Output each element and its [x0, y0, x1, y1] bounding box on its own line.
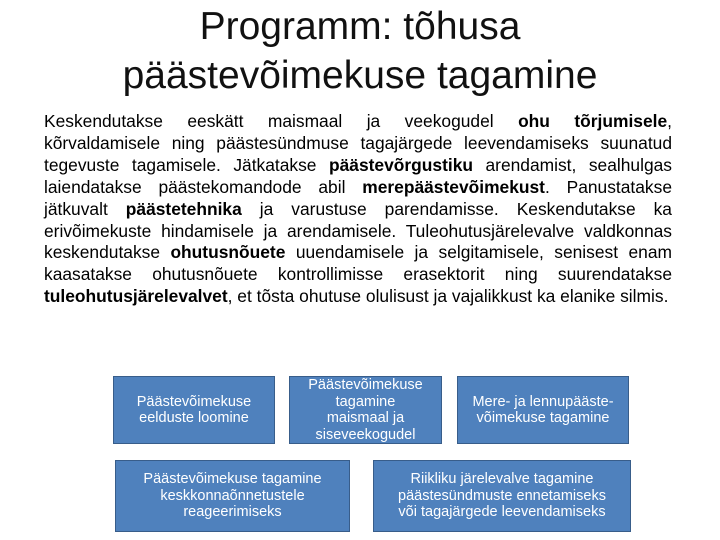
body-text-segment: . Panustatakse jätkuvalt [44, 176, 672, 219]
body-bold-merepaastevoimekust: merepäästevõimekust [362, 176, 545, 197]
box-label [137, 394, 251, 427]
slide-title [60, 2, 660, 100]
box-label-line: Päästevõimekuse [308, 377, 423, 393]
box-riiklik-jarelevalve [373, 460, 631, 532]
box-label-line: Riikliku järelevalve tagamine [410, 471, 594, 488]
box-label-line: keskkonnaõnnetustele [160, 487, 305, 504]
box-label [308, 377, 422, 443]
box-label [143, 471, 321, 521]
box-label-line: siseveekogudel [315, 426, 416, 443]
box-label-line: Päästevõimekuse [136, 393, 252, 410]
box-label-line: tagamine [335, 393, 396, 410]
box-mere-ja-lennupaaste [457, 376, 629, 444]
box-label-line: reageerimiseks [183, 504, 282, 521]
body-text-segment: arendamist, sealhulgas laiendatakse päästekomandode abil [44, 154, 672, 197]
body-text-segment: uuendamisele ja selgitamisele, senisest enam kaasatakse ohutusnõuete kontrollimisse erasektorit ning suurendatakse [44, 242, 672, 285]
slide-title-line-2: päästevõimekuse tagamine [122, 54, 598, 97]
box-label-line: võimekuse tagamine [476, 410, 610, 426]
body-text-segment: , kõrvaldamisele ning päästesündmuse tagajärgede leevendamiseks suunatud tegevuste tagamisele. Jätkatakse [44, 111, 672, 175]
box-label-line: maismaal ja [326, 410, 405, 426]
box-label-line: päästesündmuste ennetamiseks [398, 487, 606, 504]
body-text-segment: Keskendutakse eeskätt maismaal ja veekogudel [44, 111, 519, 131]
body-text-segment: ja varustuse parendamisse. Keskendutakse ka erivõimekuste hindamisele ja arendamisele. Tuleohutusjärelevalve valdkonnas keskendutakse [44, 198, 672, 263]
box-eelduste-loomine [113, 376, 275, 444]
body-bold-tuleohutusjarelevalvet: tuleohutusjärelevalvet [44, 286, 228, 307]
box-label [398, 471, 606, 521]
slide-title-line-1: Programm: tõhusa [199, 5, 521, 48]
box-label-line: eelduste loomine [139, 410, 249, 426]
box-label [472, 394, 613, 427]
body-bold-paastevorgustiku: päästevõrgustiku [328, 154, 473, 175]
body-bold-ohutusnouete: ohutusnõuete [170, 242, 286, 263]
body-text-segment: , et tõsta ohutuse olulisust ja vajalikkust ka elanike silmis. [227, 286, 669, 307]
body-bold-ohu-torjumisele: ohu tõrjumisele [518, 111, 668, 131]
body-bold-paastetehnika: päästetehnika [125, 198, 242, 219]
box-label-line: Päästevõimekuse tagamine [143, 471, 322, 488]
body-paragraph [44, 111, 672, 308]
box-label-line: või tagajärgede leevendamiseks [398, 504, 606, 521]
box-label-line: Mere- ja lennupääste- [472, 393, 614, 410]
box-keskkonnaonnetustele-reageerimine [115, 460, 350, 532]
box-maismaal-ja-siseveekogudel [289, 376, 442, 444]
